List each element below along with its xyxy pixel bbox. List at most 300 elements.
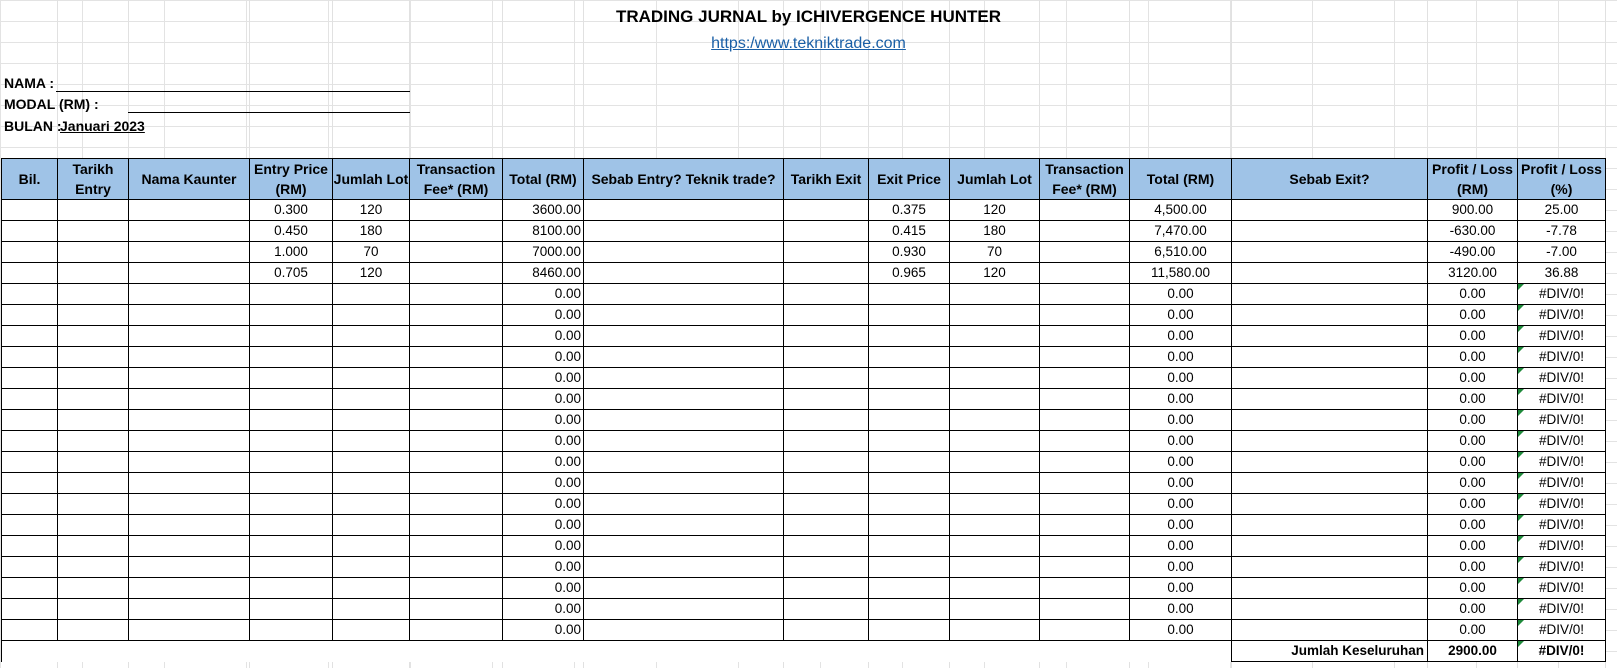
table-cell[interactable]: 11,580.00	[1130, 263, 1232, 284]
table-cell[interactable]	[1040, 242, 1130, 263]
col-header-11[interactable]: Transaction Fee* (RM)	[1040, 159, 1130, 200]
table-cell[interactable]	[784, 473, 869, 494]
table-cell[interactable]: 0.00	[503, 452, 584, 473]
col-header-0[interactable]: Bil.	[2, 159, 58, 200]
table-cell[interactable]	[58, 536, 129, 557]
table-cell[interactable]: 0.00	[503, 536, 584, 557]
table-cell[interactable]	[950, 620, 1040, 641]
table-cell[interactable]: 0.00	[503, 620, 584, 641]
table-cell[interactable]	[869, 305, 950, 326]
table-cell[interactable]: #DIV/0!	[1518, 452, 1606, 473]
table-cell[interactable]	[784, 536, 869, 557]
table-cell[interactable]	[250, 536, 333, 557]
table-cell[interactable]	[950, 347, 1040, 368]
table-cell[interactable]	[333, 431, 410, 452]
table-cell[interactable]: 0.930	[869, 242, 950, 263]
table-cell[interactable]: 7000.00	[503, 242, 584, 263]
table-cell[interactable]	[2, 305, 58, 326]
table-cell[interactable]	[1232, 557, 1428, 578]
table-cell[interactable]	[869, 473, 950, 494]
table-cell[interactable]: #DIV/0!	[1518, 326, 1606, 347]
table-cell[interactable]	[129, 305, 250, 326]
table-cell[interactable]	[784, 599, 869, 620]
table-cell[interactable]: 0.00	[503, 347, 584, 368]
table-cell[interactable]	[869, 494, 950, 515]
table-cell[interactable]	[58, 326, 129, 347]
table-cell[interactable]	[584, 221, 784, 242]
table-cell[interactable]	[129, 473, 250, 494]
table-cell[interactable]	[784, 515, 869, 536]
table-cell[interactable]	[410, 305, 503, 326]
table-cell[interactable]	[2, 347, 58, 368]
table-cell[interactable]	[784, 263, 869, 284]
table-cell[interactable]: #DIV/0!	[1518, 515, 1606, 536]
table-cell[interactable]	[784, 305, 869, 326]
table-cell[interactable]	[410, 452, 503, 473]
col-header-1[interactable]: Tarikh Entry	[58, 159, 129, 200]
table-cell[interactable]	[2, 326, 58, 347]
table-cell[interactable]: 0.00	[1130, 473, 1232, 494]
table-cell[interactable]: 0.00	[1130, 347, 1232, 368]
table-cell[interactable]	[410, 599, 503, 620]
table-cell[interactable]: #DIV/0!	[1518, 494, 1606, 515]
table-cell[interactable]: 0.00	[503, 494, 584, 515]
table-cell[interactable]: -490.00	[1428, 242, 1518, 263]
table-cell[interactable]: 1.000	[250, 242, 333, 263]
table-cell[interactable]	[784, 578, 869, 599]
table-cell[interactable]	[869, 515, 950, 536]
table-cell[interactable]	[2, 410, 58, 431]
table-cell[interactable]	[1232, 284, 1428, 305]
table-cell[interactable]	[2, 557, 58, 578]
table-cell[interactable]	[784, 200, 869, 221]
total-profit-pct[interactable]: #DIV/0!	[1518, 641, 1606, 662]
table-cell[interactable]	[1040, 305, 1130, 326]
table-cell[interactable]	[584, 620, 784, 641]
table-cell[interactable]: 0.00	[1428, 452, 1518, 473]
table-cell[interactable]	[1232, 536, 1428, 557]
table-cell[interactable]: 0.00	[503, 368, 584, 389]
table-cell[interactable]	[250, 599, 333, 620]
table-cell[interactable]	[129, 410, 250, 431]
table-cell[interactable]	[250, 389, 333, 410]
table-cell[interactable]	[1040, 599, 1130, 620]
table-cell[interactable]	[1040, 578, 1130, 599]
table-cell[interactable]	[584, 536, 784, 557]
table-cell[interactable]	[950, 305, 1040, 326]
table-cell[interactable]: #DIV/0!	[1518, 368, 1606, 389]
table-cell[interactable]	[784, 431, 869, 452]
table-cell[interactable]: 0.450	[250, 221, 333, 242]
table-cell[interactable]	[869, 599, 950, 620]
table-cell[interactable]	[784, 242, 869, 263]
table-cell[interactable]	[250, 431, 333, 452]
table-cell[interactable]: 180	[950, 221, 1040, 242]
table-cell[interactable]	[250, 410, 333, 431]
table-cell[interactable]: 0.00	[503, 515, 584, 536]
table-cell[interactable]	[129, 263, 250, 284]
nama-field-line[interactable]	[56, 91, 410, 92]
table-cell[interactable]: 0.00	[1428, 347, 1518, 368]
table-cell[interactable]	[58, 620, 129, 641]
table-cell[interactable]	[129, 578, 250, 599]
table-cell[interactable]	[2, 389, 58, 410]
table-cell[interactable]	[410, 347, 503, 368]
table-cell[interactable]	[950, 410, 1040, 431]
table-cell[interactable]: 3600.00	[503, 200, 584, 221]
table-cell[interactable]	[333, 347, 410, 368]
table-cell[interactable]: #DIV/0!	[1518, 347, 1606, 368]
table-cell[interactable]	[869, 284, 950, 305]
table-cell[interactable]: 0.00	[1130, 557, 1232, 578]
table-cell[interactable]	[584, 473, 784, 494]
table-cell[interactable]	[784, 284, 869, 305]
table-cell[interactable]	[250, 578, 333, 599]
table-cell[interactable]	[1232, 389, 1428, 410]
table-cell[interactable]	[1232, 473, 1428, 494]
table-cell[interactable]	[129, 557, 250, 578]
table-cell[interactable]: 0.00	[1428, 284, 1518, 305]
table-cell[interactable]	[410, 578, 503, 599]
table-cell[interactable]: 0.00	[1428, 578, 1518, 599]
table-cell[interactable]	[1232, 452, 1428, 473]
table-cell[interactable]: 0.00	[1428, 620, 1518, 641]
table-cell[interactable]: 0.00	[1130, 599, 1232, 620]
table-cell[interactable]	[1040, 494, 1130, 515]
table-cell[interactable]	[784, 326, 869, 347]
table-cell[interactable]	[58, 557, 129, 578]
table-cell[interactable]	[584, 347, 784, 368]
table-cell[interactable]	[333, 410, 410, 431]
table-cell[interactable]	[950, 431, 1040, 452]
table-cell[interactable]: 0.300	[250, 200, 333, 221]
table-cell[interactable]: 0.00	[1428, 305, 1518, 326]
table-cell[interactable]	[410, 536, 503, 557]
table-cell[interactable]	[1040, 368, 1130, 389]
table-cell[interactable]	[129, 389, 250, 410]
col-header-5[interactable]: Transaction Fee* (RM)	[410, 159, 503, 200]
table-cell[interactable]	[784, 410, 869, 431]
table-cell[interactable]: 0.965	[869, 263, 950, 284]
table-cell[interactable]	[869, 347, 950, 368]
table-cell[interactable]: #DIV/0!	[1518, 410, 1606, 431]
table-cell[interactable]	[1040, 326, 1130, 347]
table-cell[interactable]	[58, 389, 129, 410]
table-cell[interactable]: 0.00	[1428, 557, 1518, 578]
table-cell[interactable]	[250, 284, 333, 305]
table-cell[interactable]: -7.78	[1518, 221, 1606, 242]
table-cell[interactable]	[410, 368, 503, 389]
table-cell[interactable]	[1232, 599, 1428, 620]
table-cell[interactable]	[410, 557, 503, 578]
table-cell[interactable]: 0.00	[1130, 284, 1232, 305]
table-cell[interactable]	[58, 305, 129, 326]
table-cell[interactable]	[2, 599, 58, 620]
table-cell[interactable]	[129, 452, 250, 473]
table-cell[interactable]	[129, 221, 250, 242]
table-cell[interactable]	[410, 410, 503, 431]
table-cell[interactable]	[869, 578, 950, 599]
table-cell[interactable]	[584, 599, 784, 620]
table-cell[interactable]	[410, 473, 503, 494]
table-cell[interactable]	[869, 536, 950, 557]
table-cell[interactable]	[869, 389, 950, 410]
table-cell[interactable]: #DIV/0!	[1518, 284, 1606, 305]
table-cell[interactable]	[58, 578, 129, 599]
table-cell[interactable]	[250, 557, 333, 578]
table-cell[interactable]: 6,510.00	[1130, 242, 1232, 263]
table-cell[interactable]	[250, 473, 333, 494]
table-cell[interactable]	[1040, 284, 1130, 305]
table-cell[interactable]	[1040, 557, 1130, 578]
table-cell[interactable]	[584, 242, 784, 263]
table-cell[interactable]	[1040, 263, 1130, 284]
table-cell[interactable]	[950, 578, 1040, 599]
table-cell[interactable]	[410, 620, 503, 641]
table-cell[interactable]: 0.00	[1130, 326, 1232, 347]
table-cell[interactable]	[2, 284, 58, 305]
col-header-14[interactable]: Profit / Loss (RM)	[1428, 159, 1518, 200]
table-cell[interactable]	[333, 473, 410, 494]
table-cell[interactable]: 0.00	[1428, 494, 1518, 515]
table-cell[interactable]	[950, 473, 1040, 494]
table-cell[interactable]	[584, 578, 784, 599]
table-cell[interactable]: 120	[950, 263, 1040, 284]
table-cell[interactable]	[1232, 515, 1428, 536]
table-cell[interactable]: 0.00	[1428, 536, 1518, 557]
table-cell[interactable]	[784, 347, 869, 368]
col-header-6[interactable]: Total (RM)	[503, 159, 584, 200]
table-cell[interactable]	[333, 557, 410, 578]
website-link[interactable]: https:/www.tekniktrade.com	[711, 35, 906, 52]
table-cell[interactable]	[1232, 620, 1428, 641]
table-cell[interactable]: 0.00	[503, 284, 584, 305]
table-cell[interactable]	[2, 452, 58, 473]
col-header-4[interactable]: Jumlah Lot	[333, 159, 410, 200]
table-cell[interactable]: 0.00	[1130, 389, 1232, 410]
table-cell[interactable]	[129, 200, 250, 221]
table-cell[interactable]	[950, 326, 1040, 347]
table-cell[interactable]	[584, 305, 784, 326]
table-cell[interactable]	[129, 368, 250, 389]
table-cell[interactable]	[250, 515, 333, 536]
table-cell[interactable]	[1232, 221, 1428, 242]
table-cell[interactable]	[1040, 431, 1130, 452]
table-cell[interactable]: 120	[950, 200, 1040, 221]
table-cell[interactable]: 70	[333, 242, 410, 263]
table-cell[interactable]	[784, 494, 869, 515]
table-cell[interactable]	[58, 515, 129, 536]
table-cell[interactable]	[333, 536, 410, 557]
table-cell[interactable]: #DIV/0!	[1518, 536, 1606, 557]
table-cell[interactable]	[784, 620, 869, 641]
table-cell[interactable]	[950, 515, 1040, 536]
table-cell[interactable]: 0.00	[1428, 473, 1518, 494]
table-cell[interactable]	[410, 431, 503, 452]
table-cell[interactable]: 0.00	[1130, 494, 1232, 515]
table-cell[interactable]	[1040, 221, 1130, 242]
table-cell[interactable]: 0.00	[1130, 410, 1232, 431]
table-cell[interactable]	[584, 263, 784, 284]
table-cell[interactable]: 0.00	[1130, 515, 1232, 536]
table-cell[interactable]: 120	[333, 200, 410, 221]
table-cell[interactable]	[2, 473, 58, 494]
table-cell[interactable]	[333, 389, 410, 410]
table-cell[interactable]	[1232, 242, 1428, 263]
table-cell[interactable]	[784, 368, 869, 389]
table-cell[interactable]: #DIV/0!	[1518, 305, 1606, 326]
col-header-8[interactable]: Tarikh Exit	[784, 159, 869, 200]
table-cell[interactable]	[1232, 368, 1428, 389]
table-cell[interactable]: 8460.00	[503, 263, 584, 284]
col-header-10[interactable]: Jumlah Lot	[950, 159, 1040, 200]
table-cell[interactable]	[869, 452, 950, 473]
table-cell[interactable]	[584, 515, 784, 536]
table-cell[interactable]	[333, 284, 410, 305]
table-cell[interactable]	[129, 599, 250, 620]
table-cell[interactable]	[410, 284, 503, 305]
table-cell[interactable]	[950, 389, 1040, 410]
table-cell[interactable]: #DIV/0!	[1518, 389, 1606, 410]
table-cell[interactable]	[1232, 263, 1428, 284]
table-cell[interactable]	[410, 515, 503, 536]
table-cell[interactable]: 0.00	[1428, 368, 1518, 389]
table-cell[interactable]	[2, 536, 58, 557]
table-cell[interactable]: 0.00	[1428, 599, 1518, 620]
table-cell[interactable]	[950, 452, 1040, 473]
table-cell[interactable]	[250, 368, 333, 389]
table-cell[interactable]	[129, 326, 250, 347]
table-cell[interactable]	[58, 200, 129, 221]
table-cell[interactable]	[129, 515, 250, 536]
table-cell[interactable]	[869, 557, 950, 578]
table-cell[interactable]	[584, 452, 784, 473]
col-header-7[interactable]: Sebab Entry? Teknik trade?	[584, 159, 784, 200]
table-cell[interactable]	[2, 368, 58, 389]
table-cell[interactable]	[1040, 536, 1130, 557]
table-cell[interactable]: #DIV/0!	[1518, 557, 1606, 578]
table-cell[interactable]	[58, 473, 129, 494]
modal-field-line[interactable]	[128, 112, 410, 113]
table-cell[interactable]	[1232, 578, 1428, 599]
table-cell[interactable]: 0.00	[1428, 410, 1518, 431]
table-cell[interactable]: 70	[950, 242, 1040, 263]
table-cell[interactable]	[1232, 494, 1428, 515]
table-cell[interactable]	[250, 305, 333, 326]
table-cell[interactable]	[333, 305, 410, 326]
table-cell[interactable]	[584, 494, 784, 515]
table-cell[interactable]: 0.00	[503, 578, 584, 599]
table-cell[interactable]	[58, 284, 129, 305]
table-cell[interactable]	[333, 578, 410, 599]
col-header-13[interactable]: Sebab Exit?	[1232, 159, 1428, 200]
col-header-12[interactable]: Total (RM)	[1130, 159, 1232, 200]
table-cell[interactable]	[1040, 200, 1130, 221]
table-cell[interactable]	[2, 578, 58, 599]
table-cell[interactable]	[869, 368, 950, 389]
table-cell[interactable]	[869, 326, 950, 347]
table-cell[interactable]: 0.415	[869, 221, 950, 242]
table-cell[interactable]	[950, 284, 1040, 305]
table-cell[interactable]	[584, 389, 784, 410]
col-header-9[interactable]: Exit Price	[869, 159, 950, 200]
table-cell[interactable]	[784, 221, 869, 242]
table-cell[interactable]	[1040, 410, 1130, 431]
table-cell[interactable]: 0.00	[503, 473, 584, 494]
table-cell[interactable]: 0.705	[250, 263, 333, 284]
table-cell[interactable]	[58, 452, 129, 473]
table-cell[interactable]: 180	[333, 221, 410, 242]
table-cell[interactable]	[250, 494, 333, 515]
table-cell[interactable]	[584, 284, 784, 305]
table-cell[interactable]	[2, 242, 58, 263]
table-cell[interactable]	[410, 263, 503, 284]
table-cell[interactable]	[410, 326, 503, 347]
table-cell[interactable]: 0.00	[503, 599, 584, 620]
table-cell[interactable]	[1232, 200, 1428, 221]
table-cell[interactable]	[950, 494, 1040, 515]
table-cell[interactable]	[250, 452, 333, 473]
table-cell[interactable]	[333, 620, 410, 641]
table-cell[interactable]	[1232, 347, 1428, 368]
table-cell[interactable]	[2, 431, 58, 452]
table-cell[interactable]: #DIV/0!	[1518, 431, 1606, 452]
table-cell[interactable]: #DIV/0!	[1518, 473, 1606, 494]
table-cell[interactable]	[950, 536, 1040, 557]
table-cell[interactable]	[410, 494, 503, 515]
bulan-value[interactable]: Januari 2023	[60, 118, 145, 134]
table-cell[interactable]	[410, 242, 503, 263]
table-cell[interactable]	[584, 200, 784, 221]
table-cell[interactable]	[784, 389, 869, 410]
table-cell[interactable]: 0.00	[1130, 536, 1232, 557]
table-cell[interactable]: -630.00	[1428, 221, 1518, 242]
table-cell[interactable]	[333, 515, 410, 536]
table-cell[interactable]	[333, 326, 410, 347]
table-cell[interactable]	[584, 368, 784, 389]
table-cell[interactable]	[2, 620, 58, 641]
table-cell[interactable]: 0.00	[1130, 368, 1232, 389]
table-cell[interactable]	[58, 221, 129, 242]
table-cell[interactable]	[410, 389, 503, 410]
table-cell[interactable]	[129, 347, 250, 368]
table-cell[interactable]	[584, 410, 784, 431]
table-cell[interactable]: #DIV/0!	[1518, 620, 1606, 641]
col-header-2[interactable]: Nama Kaunter	[129, 159, 250, 200]
table-cell[interactable]	[1040, 473, 1130, 494]
table-cell[interactable]: 0.00	[1130, 620, 1232, 641]
table-cell[interactable]	[333, 599, 410, 620]
table-cell[interactable]	[1232, 305, 1428, 326]
table-cell[interactable]: 0.00	[503, 326, 584, 347]
table-cell[interactable]: 0.00	[1130, 431, 1232, 452]
table-cell[interactable]	[1040, 389, 1130, 410]
table-cell[interactable]	[58, 368, 129, 389]
table-cell[interactable]	[333, 494, 410, 515]
table-cell[interactable]	[1040, 452, 1130, 473]
table-cell[interactable]	[2, 200, 58, 221]
table-cell[interactable]	[2, 494, 58, 515]
table-cell[interactable]	[58, 410, 129, 431]
table-cell[interactable]: 0.00	[1428, 326, 1518, 347]
table-cell[interactable]	[584, 557, 784, 578]
table-cell[interactable]	[58, 263, 129, 284]
table-cell[interactable]	[410, 200, 503, 221]
table-cell[interactable]	[2, 263, 58, 284]
table-cell[interactable]	[250, 326, 333, 347]
table-cell[interactable]	[1232, 431, 1428, 452]
table-cell[interactable]: 0.375	[869, 200, 950, 221]
